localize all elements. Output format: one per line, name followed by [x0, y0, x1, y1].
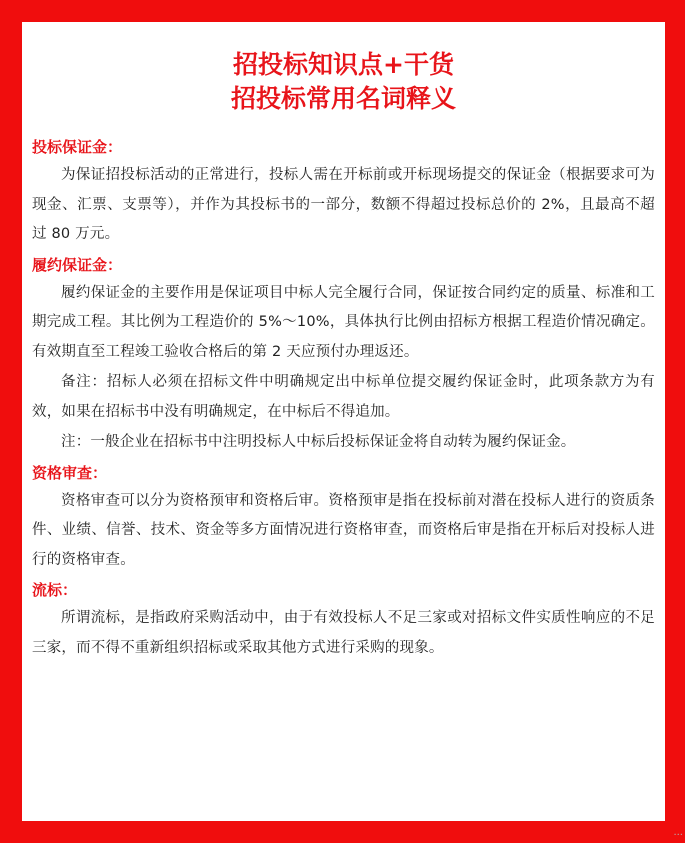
section-paragraph: 履约保证金的主要作用是保证项目中标人完全履行合同，保证按合同约定的质量、标准和工期完成工程。其比例为工程造价的 5%～10%，具体执行比例由招标方根据工程造价情况确定。有效期直至工程竣工验收合格后的第 2 天应预付办理返还。 — [32, 284, 655, 360]
section-paragraph: 为保证招投标活动的正常进行，投标人需在开标前或开标现场提交的保证金（根据要求可为现金、汇票、支票等），并作为其投标书的一部分，数额不得超过投标总价的 2%，且最高不超过 80 万元。 — [32, 167, 655, 242]
section-heading: 投标保证金： — [32, 138, 123, 156]
document-panel — [22, 22, 665, 821]
section-bid-bond — [32, 136, 655, 250]
section-note: 备注：招标人必须在招标文件中明确规定出中标单位提交履约保证金时，此项条款方为有效，如果在招标书中没有明确规定，在中标后不得追加。 — [32, 374, 655, 420]
section-paragraph: 资格审查可以分为资格预审和资格后审。资格预审是指在投标前对潜在投标人进行的资质条件、业绩、信誉、技术、资金等多方面情况进行资格审查，而资格后审是指在开标后对投标人进行的资格审查。 — [32, 492, 655, 568]
watermark: ··· — [673, 830, 683, 841]
section-heading: 资格审查： — [32, 463, 108, 482]
section-note: 注：一般企业在招标书中注明投标人中标后投标保证金将自动转为履约保证金。 — [61, 434, 576, 450]
section-heading: 履约保证金： — [32, 255, 123, 274]
section-paragraph: 所谓流标，是指政府采购活动中，由于有效投标人不足三家或对招标文件实质性响应的不足三家，而不得不重新组织招标或采取其他方式进行采购的现象。 — [32, 610, 655, 656]
section-qualification-review — [32, 462, 655, 576]
section-performance-bond — [32, 254, 655, 458]
title-line-1: 招投标知识点+干货 — [233, 50, 454, 79]
section-failed-bidding — [32, 579, 655, 663]
section-heading: 流标： — [32, 581, 78, 599]
title-line-2: 招投标常用名词释义 — [230, 84, 456, 113]
